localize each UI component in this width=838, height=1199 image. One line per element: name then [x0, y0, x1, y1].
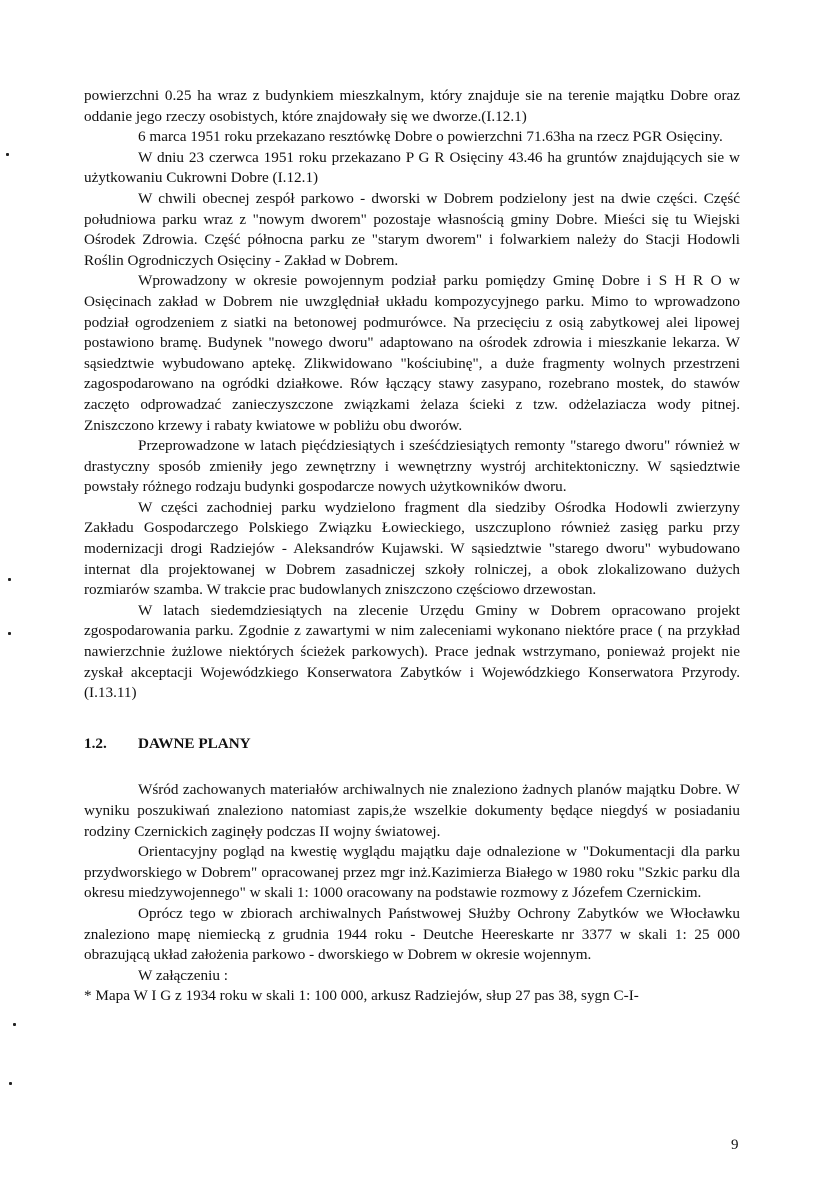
section-title: DAWNE PLANY	[138, 734, 251, 752]
paragraph: Orientacyjny pogląd na kwestię wyglądu majątku daje odnalezione w "Dokumentacji dla parku przydworskiego w Dobrem" opracowanej przez mgr inż.Kazimierza Białego w 1980 roku "Szkic parku dla okresu miedzywojennego" w skali 1: 1000 oracowany na podstawie rozmowy z Józefem Czernickim.	[84, 843, 740, 902]
margin-mark	[8, 632, 11, 635]
paragraph: Przeprowadzone w latach pięćdziesiątych i sześćdziesiątych remonty "starego dworu" również w drastyczny sposób zmieniły jego zewnętrzny i wewnętrzny wystrój architektoniczny. W sąsiedztwie powstały różnego rodzaju budynki gospodarcze nowych użytkowników dworu.	[84, 437, 740, 496]
paragraph: Wprowadzony w okresie powojennym podział parku pomiędzy Gminę Dobre i S H R O w Osięcinach zakład w Dobrem nie uwzględniał układu kompozycyjnego parku. Mimo to wprowadzono podział ogrodzeniem z siatki na betonowej podmurówce. Na przecięciu z osią zabytkowej alei lipowej postawiono bramę. Budynek "nowego dworu" adaptowano na ośrodek zdrowia i mieszkanie lekarza. W sąsiedztwie wybudowano aptekę. Zlikwidowano "kościubinę", a duże fragmenty wolnych przestrzeni zagospodarowano na ogródki działkowe. Rów łączący stawy zasypano, rozebrano mostek, do stawów zaczęto odprowadzać zanieczyszczone związkami żelaza ścieki z tzw. odżelaziacza wody pitnej. Zniszczono krzewy i rabaty kwiatowe w pobliżu obu dworów.	[84, 272, 740, 434]
paragraph: W chwili obecnej zespół parkowo - dworski w Dobrem podzielony jest na dwie części. Część południowa parku wraz z "nowym dworem" pozostaje własnością gminy Dobre. Mieści się tu Wiejski Ośrodek Zdrowia. Część północna parku ze "starym dworem" i folwarkiem należy do Stacji Hodowli Roślin Ogrodniczych Osięciny - Zakład w Dobrem.	[84, 189, 740, 269]
paragraph: Wśród zachowanych materiałów archiwalnych nie znaleziono żadnych planów majątku Dobre. W wyniku poszukiwań znaleziono natomiast zapis,że wszelkie dokumenty będące niegdyś w posiadaniu rodziny Czernickich zaginęły podczas II wojny światowej.	[84, 781, 740, 840]
paragraph: Oprócz tego w zbiorach archiwalnych Państwowej Służby Ochrony Zabytków we Włocławku znaleziono mapę niemiecką z grudnia 1944 roku - Deutche Heereskarte nr 3377 w skali 1: 25 000 obrazującą układ założenia parkowo - dworskiego w Dobrem w okresie wojennym.	[84, 904, 740, 964]
margin-mark	[8, 578, 11, 581]
page-number: 9	[731, 1137, 739, 1153]
paragraph: W załączeniu :	[138, 966, 228, 984]
margin-mark	[13, 1023, 16, 1026]
section-number: 1.2.	[84, 734, 107, 752]
paragraph: W części zachodniej parku wydzielono fragment dla siedziby Ośrodka Hodowli zwierzyny Zakładu Gospodarczego Polskiego Związku Łowieckiego, uszczuplono również zasięg parku przy modernizacji drogi Radziejów - Aleksandrów Kujawski. W sąsiedztwie "starego dworu" wybudowano internat dla projektowanej w Dobrem zasadniczej szkoły rolniczej, a obok zlokalizowano dużych rozmiarów szamba. W trakcie prac budowlanych zniszczono częściowo drzewostan.	[84, 498, 740, 599]
margin-mark	[9, 1082, 12, 1085]
paragraph: powierzchni 0.25 ha wraz z budynkiem mieszkalnym, który znajduje sie na terenie majątku Dobre oraz oddanie jego rzeczy osobistych, które znajdowały się we dworze.(I.12.1)	[84, 87, 740, 125]
document-body	[84, 86, 740, 1007]
section-heading	[84, 734, 740, 755]
margin-mark	[6, 153, 9, 156]
paragraph: W latach siedemdziesiątych na zlecenie Urzędu Gminy w Dobrem opracowano projekt zgospodarowania parku. Zgodnie z zawartymi w nim zaleceniami wykonano niektóre prace ( na przykład nawierzchnie żużlowe niektórych ścieżek parkowych). Prace jednak wstrzymano, ponieważ projekt nie zyskał akceptacji Wojewódzkiego Konserwatora Zabytków i Wojewódzkiego Konserwatora Przyrody.(I.13.11)	[84, 601, 740, 702]
paragraph: 6 marca 1951 roku przekazano resztówkę Dobre o powierzchni 71.63ha na rzecz PGR Osięciny.	[138, 128, 723, 146]
list-item: * Mapa W I G z 1934 roku w skali 1: 100 000, arkusz Radziejów, słup 27 pas 38, sygn C-I-	[84, 987, 639, 1005]
paragraph: W dniu 23 czerwca 1951 roku przekazano P G R Osięciny 43.46 ha gruntów znajdujących sie w użytkowaniu Cukrowni Dobre (I.12.1)	[84, 148, 740, 187]
